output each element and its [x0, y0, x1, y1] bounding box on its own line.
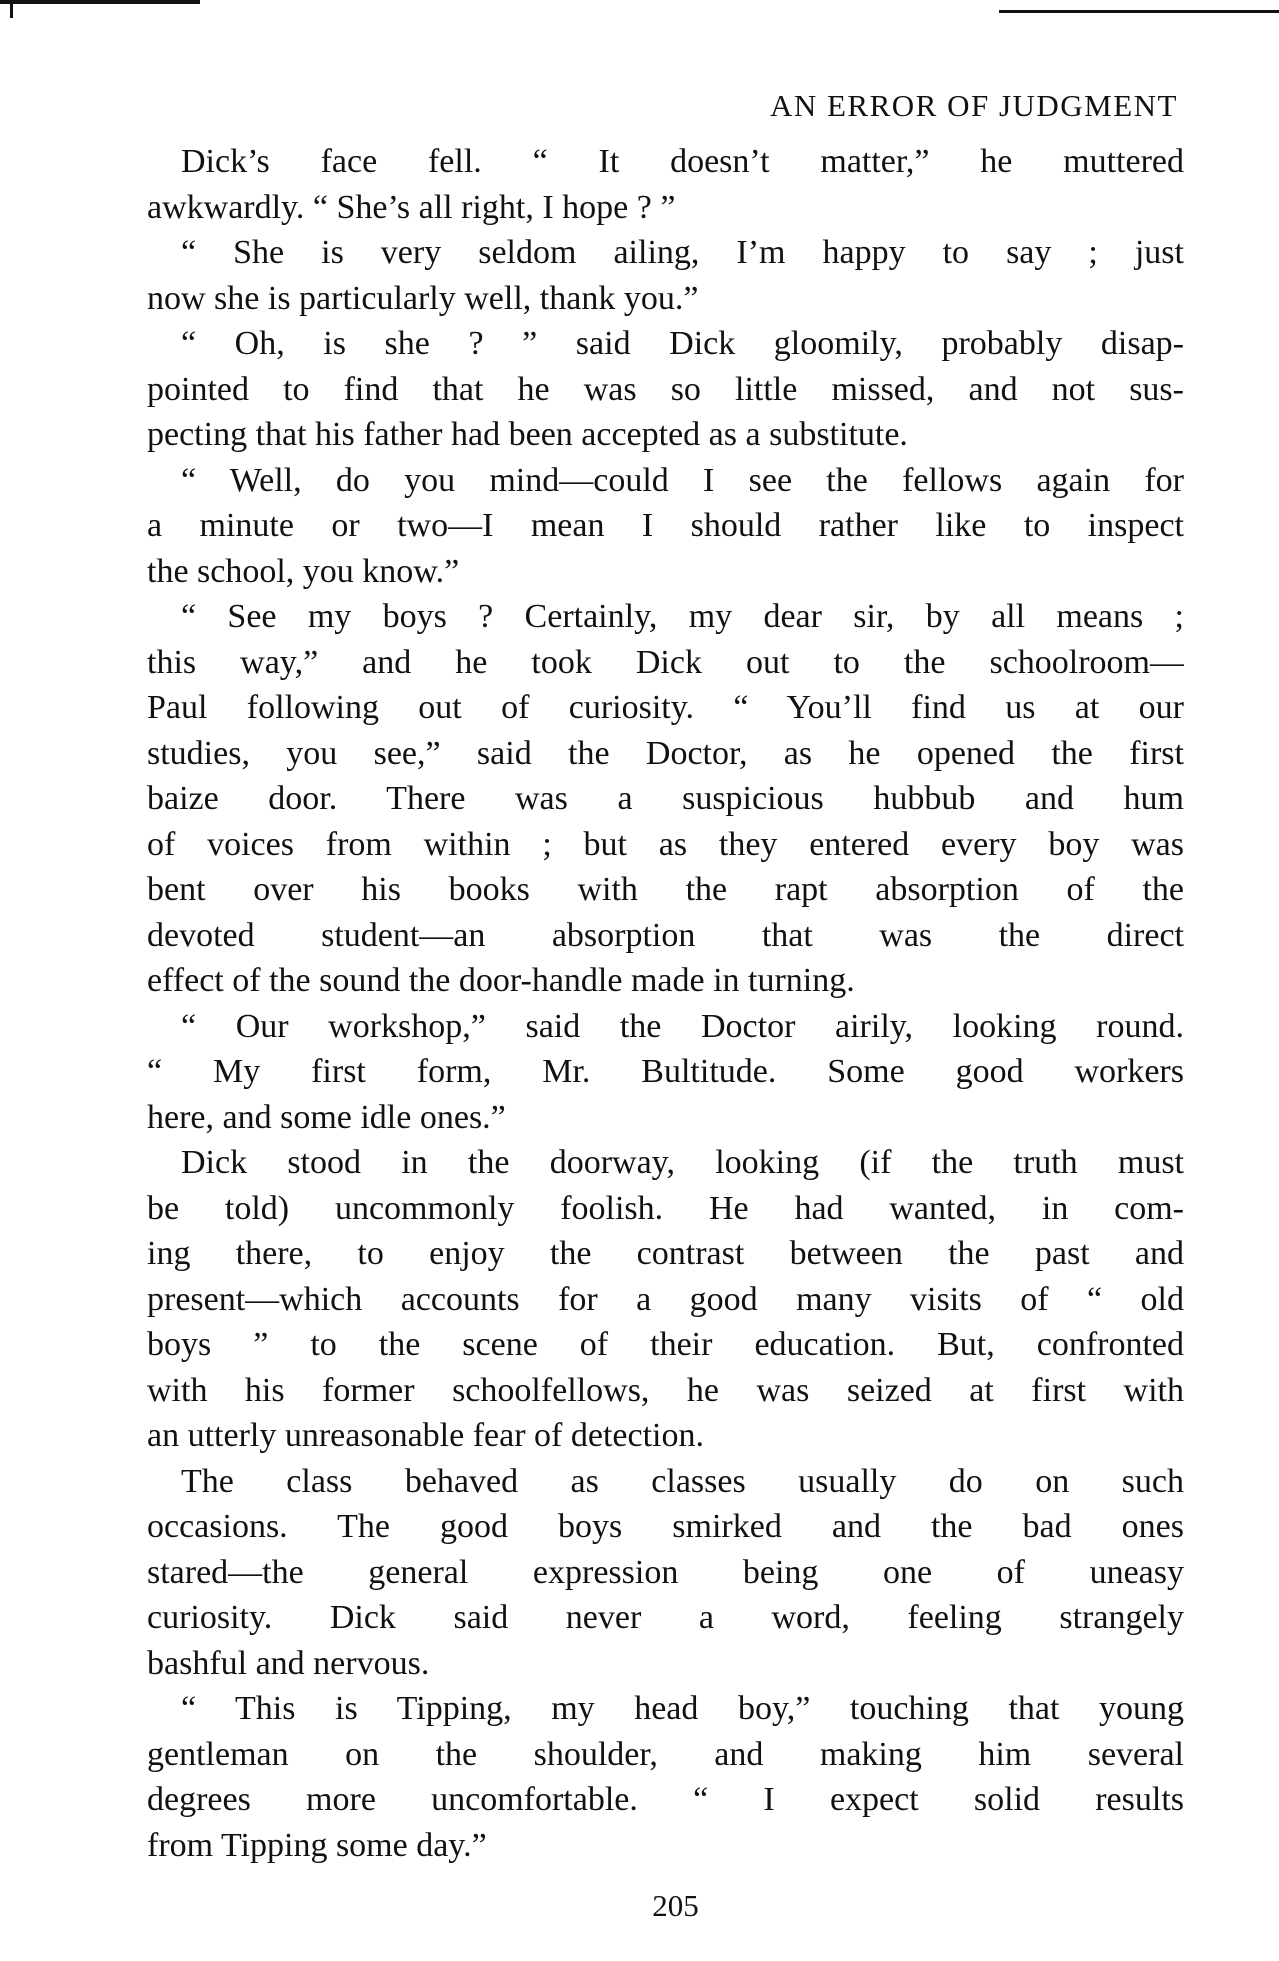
- text-line: “ Oh, is she ? ” said Dick gloomily, probably disap-: [181, 325, 1184, 362]
- text-line: from Tipping some day.”: [147, 1826, 487, 1864]
- scan-edge-mark: [999, 10, 1279, 13]
- text-line: studies, you see,” said the Doctor, as he opened the first: [147, 734, 1184, 772]
- text-line: degrees more uncomfortable. “ I expect solid results: [147, 1781, 1184, 1818]
- text-line: pointed to find that he was so little missed, and not sus-: [147, 370, 1184, 408]
- body-text: [147, 139, 1184, 1868]
- text-line: with his former schoolfellows, he was seized at first with: [147, 1371, 1184, 1409]
- text-line: The class behaved as classes usually do on such: [181, 1462, 1184, 1500]
- text-line: be told) uncommonly foolish. He had wanted, in com-: [147, 1189, 1184, 1227]
- text-line: “ She is very seldom ailing, I’m happy to say ; just: [181, 234, 1184, 271]
- text-line: “ Well, do you mind—could I see the fellows again for: [181, 461, 1184, 499]
- text-line: baize door. There was a suspicious hubbub and hum: [147, 780, 1184, 817]
- text-line: “ Our workshop,” said the Doctor airily, looking round.: [181, 1007, 1184, 1045]
- text-line: awkwardly. “ She’s all right, I hope ? ”: [147, 188, 676, 226]
- text-line: stared—the general expression being one of uneasy: [147, 1553, 1184, 1591]
- text-line: a minute or two—I mean I should rather like to inspect: [147, 507, 1184, 544]
- page-number: 205: [652, 1888, 699, 1923]
- text-line: present—which accounts for a good many visits of “ old: [147, 1280, 1184, 1318]
- text-line: an utterly unreasonable fear of detection.: [147, 1417, 704, 1454]
- text-line: Paul following out of curiosity. “ You’ll find us at our: [147, 689, 1184, 726]
- text-line: here, and some idle ones.”: [147, 1098, 506, 1136]
- text-line: “ See my boys ? Certainly, my dear sir, by all means ;: [181, 598, 1184, 635]
- text-line: now she is particularly well, thank you.”: [147, 279, 699, 317]
- text-line: Dick stood in the doorway, looking (if the truth must: [181, 1144, 1184, 1181]
- text-line: ing there, to enjoy the contrast between the past and: [147, 1235, 1184, 1272]
- scan-edge-mark: [10, 0, 13, 18]
- text-line: of voices from within ; but as they entered every boy was: [147, 825, 1184, 863]
- text-line: pecting that his father had been accepted as a substitute.: [147, 416, 908, 453]
- text-line: boys ” to the scene of their education. But, confronted: [147, 1326, 1184, 1363]
- text-line: Dick’s face fell. “ It doesn’t matter,” he muttered: [181, 143, 1184, 180]
- text-line: “ My first form, Mr. Bultitude. Some good workers: [147, 1053, 1184, 1090]
- scan-edge-mark: [0, 0, 200, 4]
- text-line: occasions. The good boys smirked and the bad ones: [147, 1508, 1184, 1545]
- running-head: AN ERROR OF JUDGMENT: [769, 88, 1178, 123]
- text-line: gentleman on the shoulder, and making him several: [147, 1735, 1184, 1773]
- text-line: devoted student—an absorption that was the direct: [147, 916, 1184, 954]
- text-line: this way,” and he took Dick out to the schoolroom—: [147, 643, 1184, 681]
- text-line: bashful and nervous.: [147, 1644, 430, 1682]
- text-line: effect of the sound the door-handle made in turning.: [147, 962, 855, 999]
- text-line: the school, you know.”: [147, 552, 460, 590]
- text-line: “ This is Tipping, my head boy,” touching that young: [181, 1690, 1184, 1727]
- text-line: bent over his books with the rapt absorption of the: [147, 871, 1184, 908]
- text-line: curiosity. Dick said never a word, feeling strangely: [147, 1599, 1184, 1636]
